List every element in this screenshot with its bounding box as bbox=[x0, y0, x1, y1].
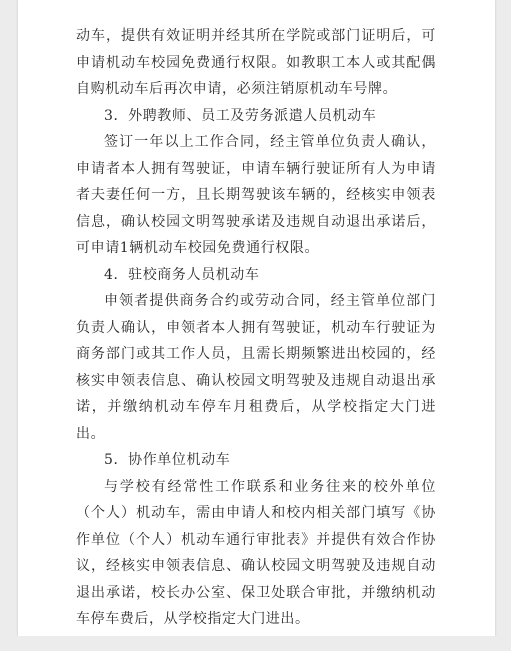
section-heading-5: 5．协作单位机动车 bbox=[104, 452, 231, 468]
paragraph-section-4: 申领者提供商务合约或劳动合同，经主管单位部门负责人确认，申领者本人拥有驾驶证，机动车行驶证为商务部门或其工作人员，且需长期频繁进出校园的，经核实申领表信息、确认校园文明驾驶及违规自动退出承诺，并缴纳机动车停车月租费后，从学校指定大门进出。 bbox=[76, 293, 436, 442]
paragraph-section-5: 与学校有经常性工作联系和业务往来的校外单位（个人）机动车，需由申请人和校内相关部门填写《协作单位（个人）机动车通行审批表》并提供有效合作协议，经核实申领表信息、确认校园文明驾驶及违规自动退出承诺，校长办公室、保卫处联合审批，并缴纳机动车停车费后，从学校指定大门进出。 bbox=[76, 478, 436, 627]
section-heading-4: 4．驻校商务人员机动车 bbox=[104, 266, 260, 283]
viewer-background bbox=[0, 636, 511, 651]
paragraph-intro-continued: 动车，提供有效证明并经其所在学院或部门证明后，可申请机动车校园免费通行权限。如教职工本人或其配偶自购机动车后再次申请，必须注销原机动车号牌。 bbox=[76, 28, 436, 97]
section-heading-3: 3．外聘教师、员工及劳务派遣人员机动车 bbox=[104, 107, 377, 124]
document-body bbox=[76, 23, 436, 633]
document-page bbox=[18, 0, 495, 636]
paragraph-section-3: 签订一年以上工作合同，经主管单位负责人确认，申请者本人拥有驾驶证，申请车辆行驶证所有人为申请者夫妻任何一方，且长期驾驶该车辆的，经核实申领表信息，确认校园文明驾驶承诺及违规自动退出承诺后，可申请1辆机动车校园免费通行权限。 bbox=[76, 134, 436, 256]
